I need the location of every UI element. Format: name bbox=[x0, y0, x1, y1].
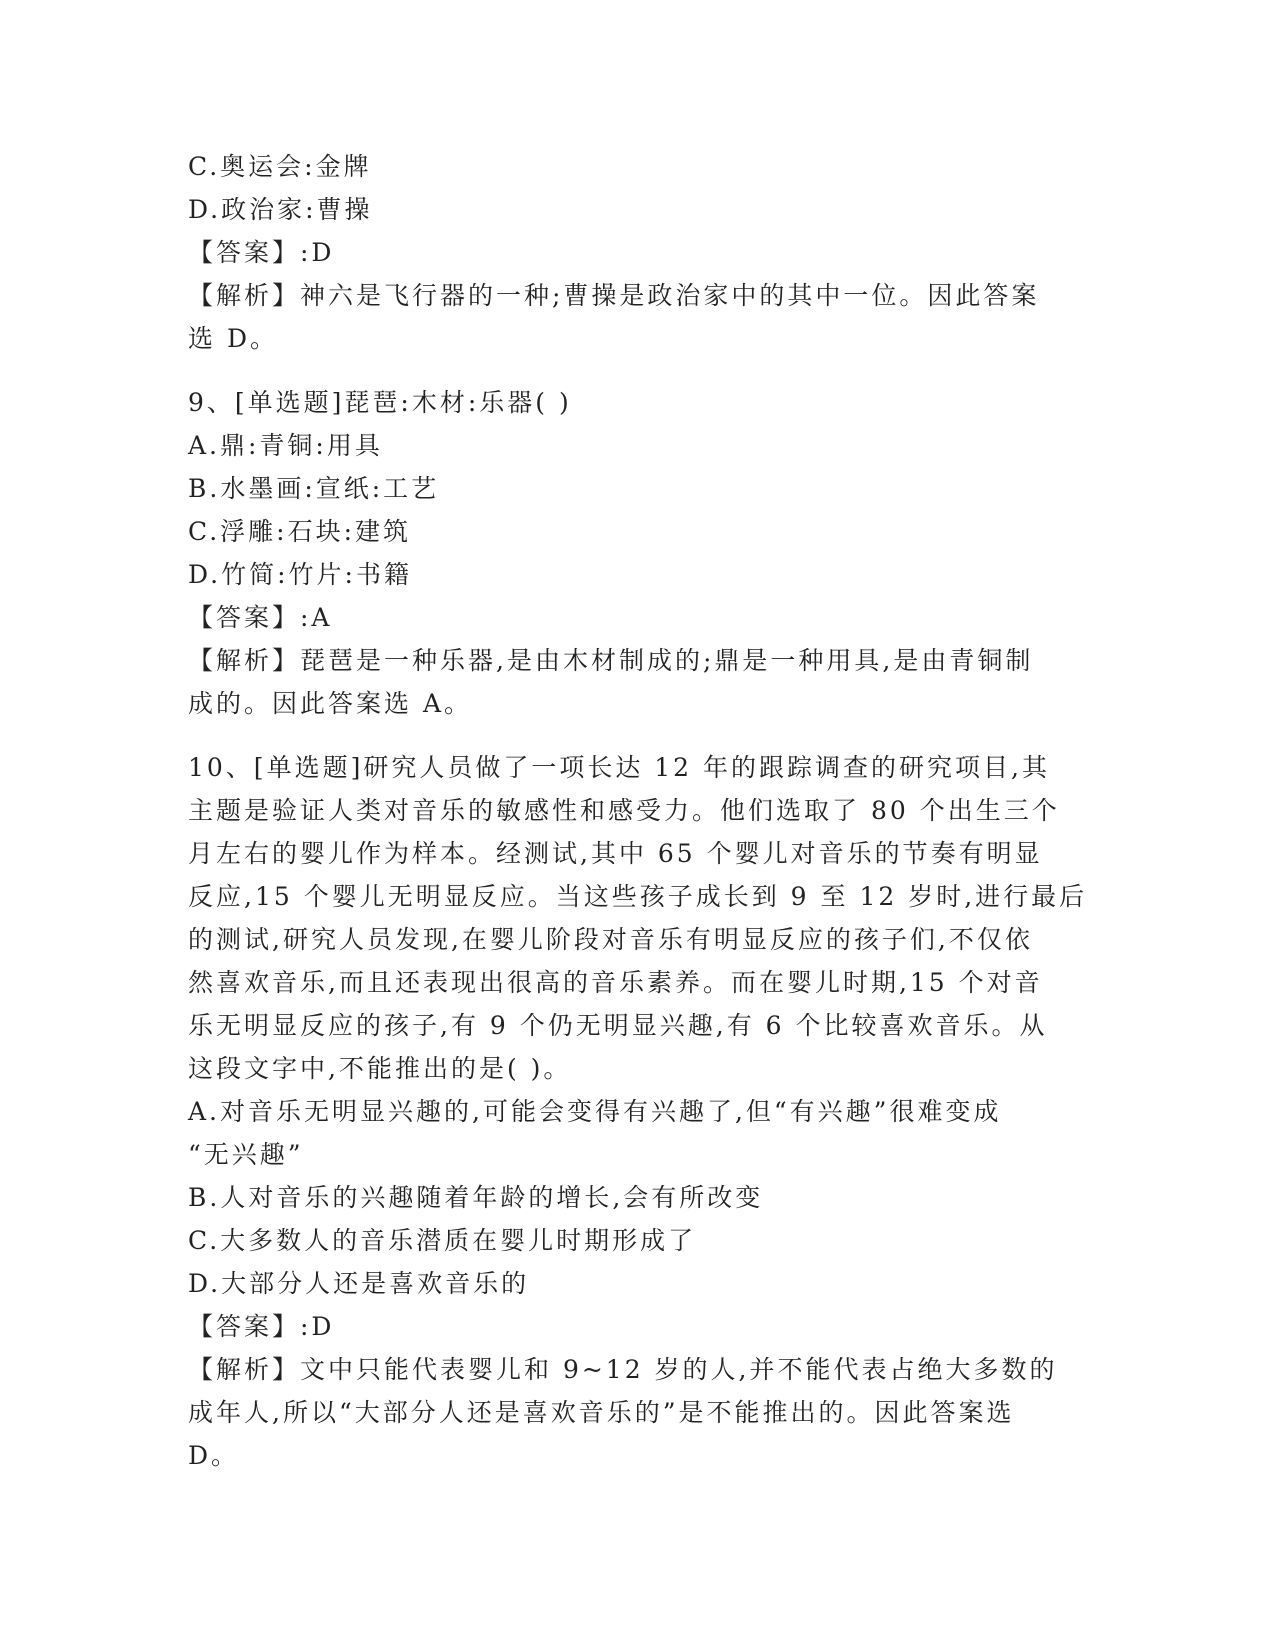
q10-stem-line: 反应,15 个婴儿无明显反应。当这些孩子成长到 9 至 12 岁时,进行最后 bbox=[188, 882, 1088, 911]
q10-answer: 【答案】:D bbox=[188, 1312, 335, 1341]
q8-option-d: D.政治家:曹操 bbox=[188, 195, 373, 224]
q10-option-a-line: “无兴趣” bbox=[188, 1140, 304, 1169]
q9-analysis-line: 【解析】琵琶是一种乐器,是由木材制成的;鼎是一种用具,是由青铜制 bbox=[188, 646, 1034, 675]
q10-stem-line: 乐无明显反应的孩子,有 9 个仍无明显兴趣,有 6 个比较喜欢音乐。从 bbox=[188, 1011, 1048, 1040]
q8-analysis-line: 【解析】神六是飞行器的一种;曹操是政治家中的其中一位。因此答案 bbox=[188, 281, 1040, 310]
q9-answer: 【答案】:A bbox=[188, 603, 333, 632]
q10-analysis-line: 成年人,所以“大部分人还是喜欢音乐的”是不能推出的。因此答案选 bbox=[188, 1398, 1015, 1427]
question-9 bbox=[188, 381, 1068, 725]
q10-option-c: C.大多数人的音乐潜质在婴儿时期形成了 bbox=[188, 1226, 697, 1255]
q9-option-a: A.鼎:青铜:用具 bbox=[188, 431, 383, 460]
q8-analysis-line: 选 D。 bbox=[188, 324, 278, 353]
q9-option-b: B.水墨画:宣纸:工艺 bbox=[188, 474, 440, 503]
q10-stem-line: 月左右的婴儿作为样本。经测试,其中 65 个婴儿对音乐的节奏有明显 bbox=[188, 839, 1043, 868]
question-10 bbox=[188, 746, 1088, 1477]
q8-answer: 【答案】:D bbox=[188, 238, 335, 267]
q10-analysis-line: D。 bbox=[188, 1441, 240, 1470]
q9-option-c: C.浮雕:石块:建筑 bbox=[188, 517, 412, 546]
q10-stem-line: 这段文字中,不能推出的是( )。 bbox=[188, 1054, 572, 1083]
q10-option-d: D.大部分人还是喜欢音乐的 bbox=[188, 1269, 530, 1298]
q10-analysis-line: 【解析】文中只能代表婴儿和 9~12 岁的人,并不能代表占绝大多数的 bbox=[188, 1355, 1058, 1384]
q9-analysis-line: 成的。因此答案选 A。 bbox=[188, 689, 473, 718]
page-content bbox=[188, 145, 1088, 1477]
q10-option-b: B.人对音乐的兴趣随着年龄的增长,会有所改变 bbox=[188, 1183, 764, 1212]
q8-option-c: C.奥运会:金牌 bbox=[188, 152, 372, 181]
section-gap bbox=[188, 725, 1068, 746]
section-gap bbox=[188, 360, 1068, 381]
q10-stem-line: 主题是验证人类对音乐的敏感性和感受力。他们选取了 80 个出生三个 bbox=[188, 796, 1060, 825]
q10-stem-line: 然喜欢音乐,而且还表现出很高的音乐素养。而在婴儿时期,15 个对音 bbox=[188, 968, 1043, 997]
question-8-tail bbox=[188, 145, 1068, 360]
q9-option-d: D.竹简:竹片:书籍 bbox=[188, 560, 412, 589]
q10-option-a-line: A.对音乐无明显兴趣的,可能会变得有兴趣了,但“有兴趣”很难变成 bbox=[188, 1097, 1002, 1126]
q9-stem: 9、[单选题]琵琶:木材:乐器( ) bbox=[188, 388, 572, 417]
q10-stem-line: 10、[单选题]研究人员做了一项长达 12 年的跟踪调查的研究项目,其 bbox=[188, 753, 1050, 782]
q10-stem-line: 的测试,研究人员发现,在婴儿阶段对音乐有明显反应的孩子们,不仅依 bbox=[188, 925, 1033, 954]
